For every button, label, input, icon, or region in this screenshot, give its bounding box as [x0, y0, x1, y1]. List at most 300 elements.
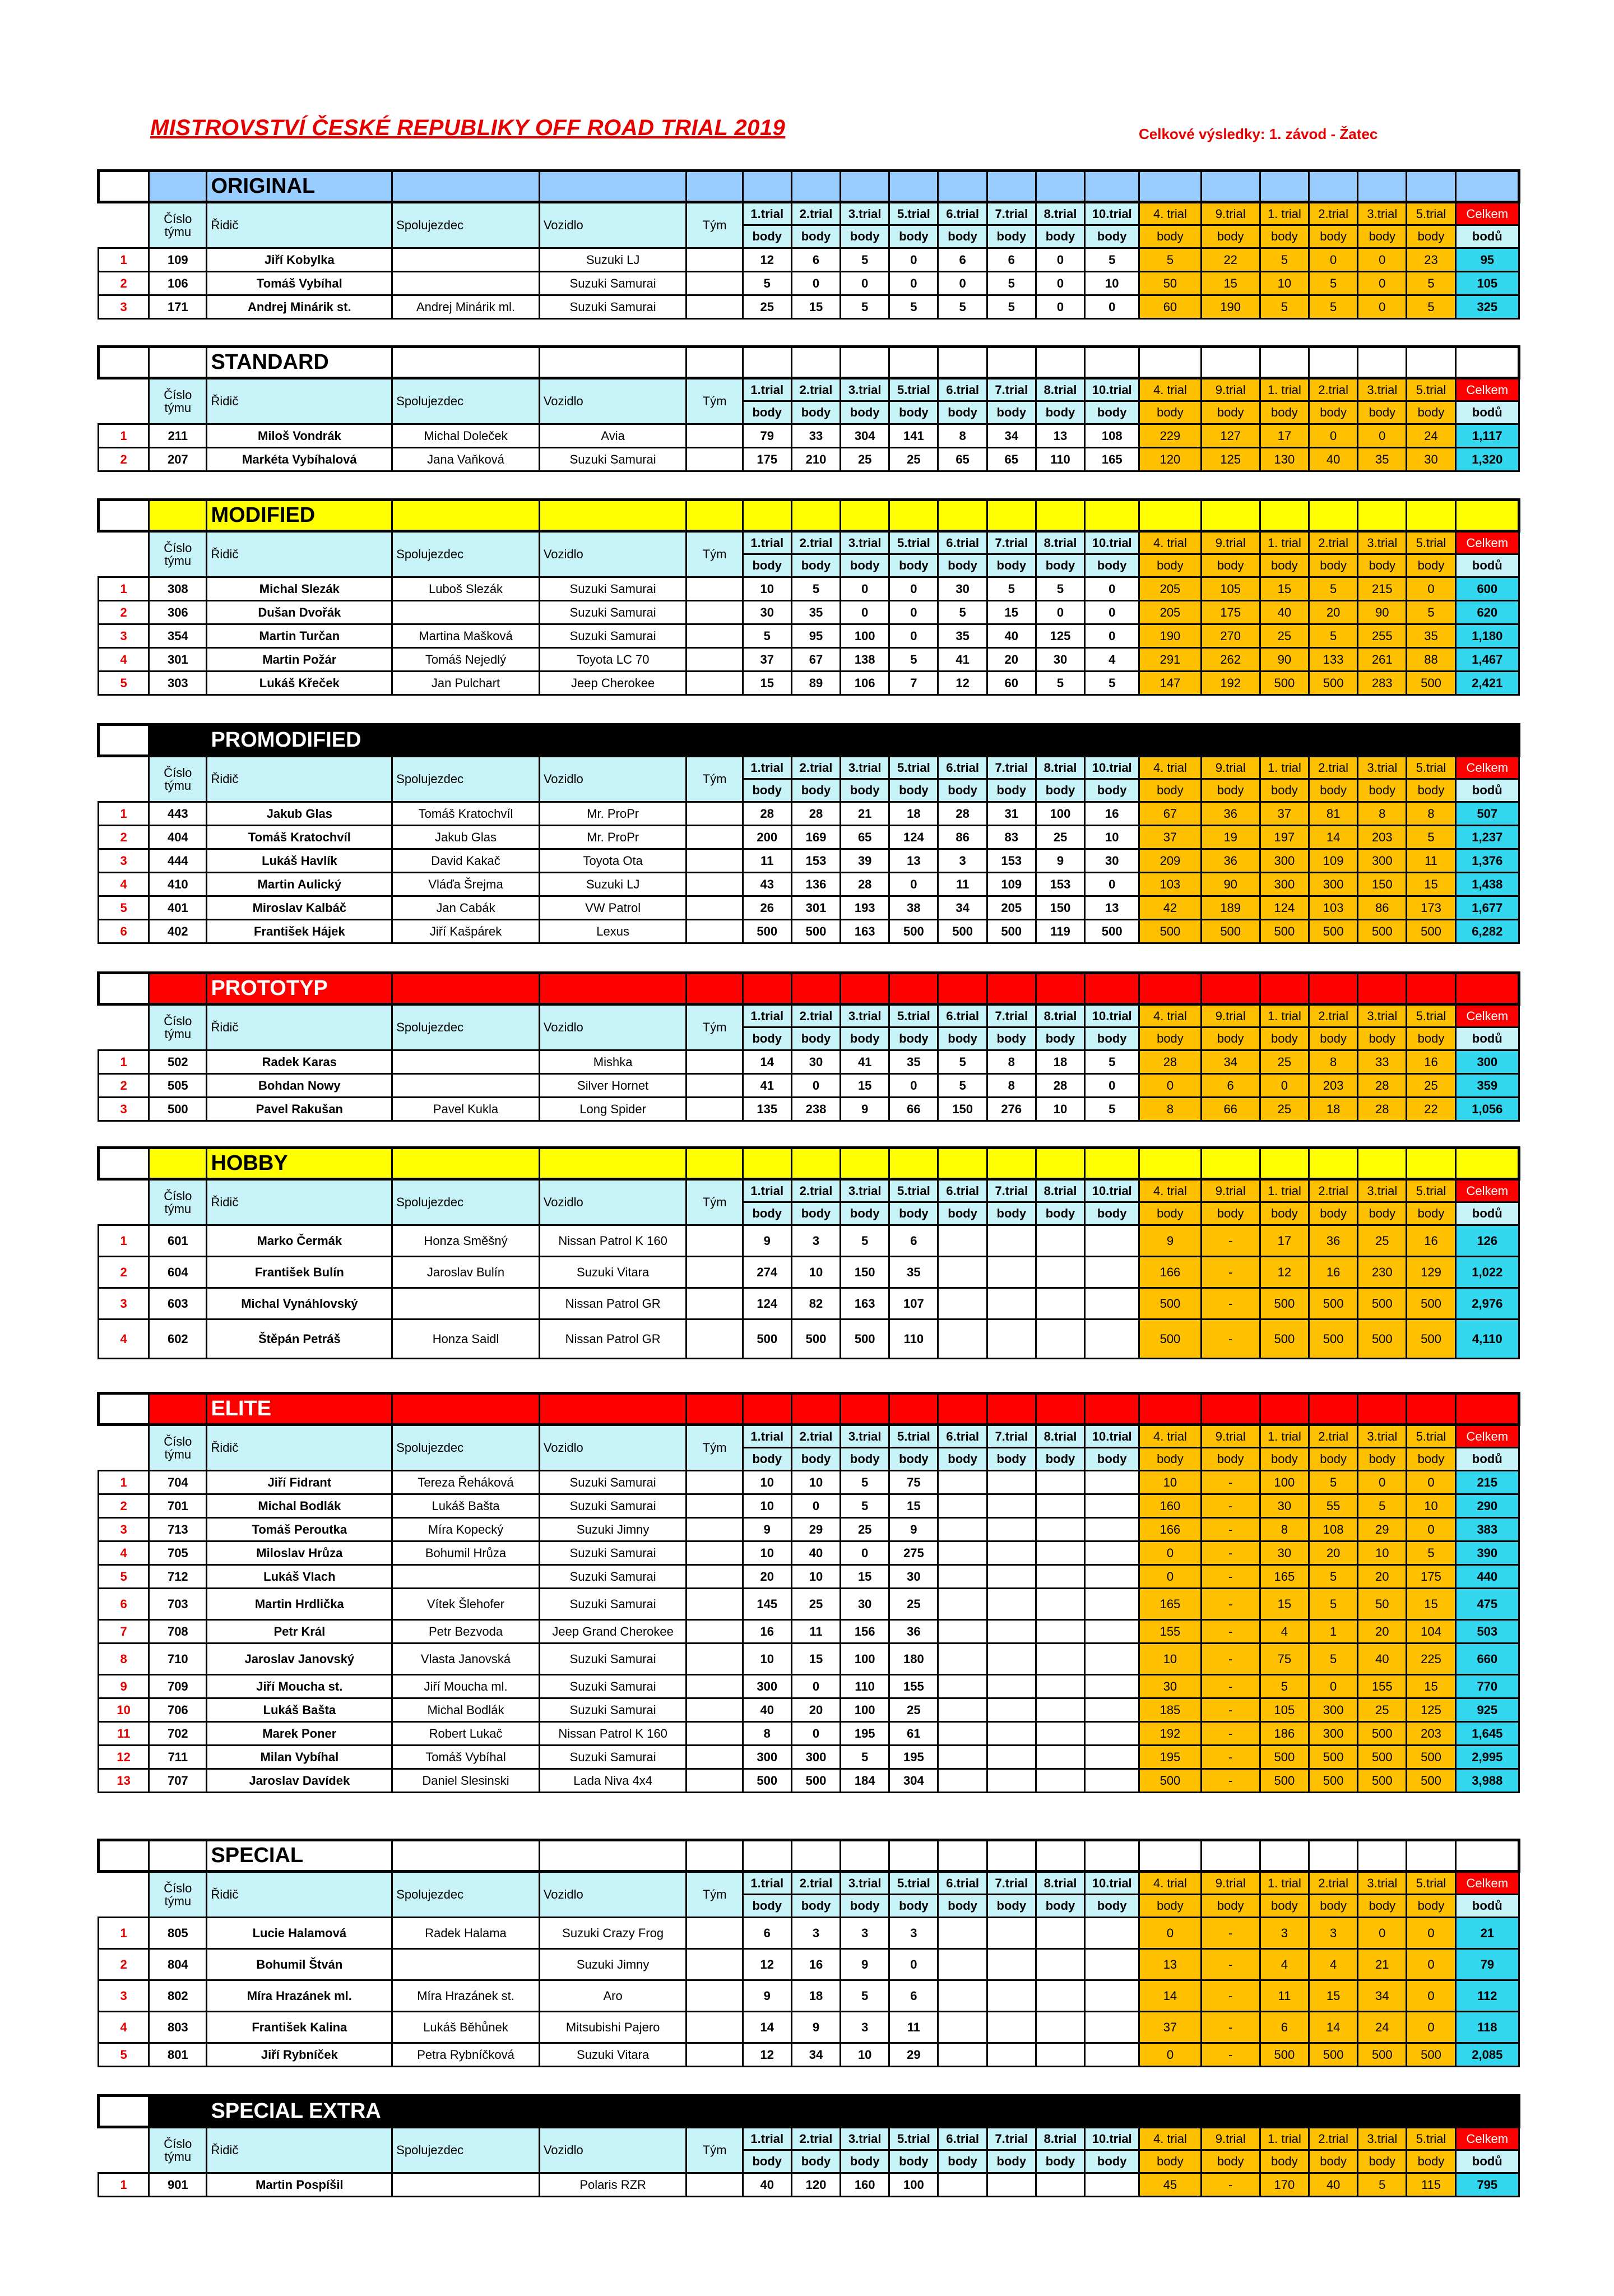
category-color-cell [1309, 2096, 1358, 2127]
trial-score: 0 [1085, 624, 1139, 648]
trial-score: 0 [1407, 577, 1455, 601]
table-row [99, 248, 1519, 272]
category-color-cell [149, 1840, 207, 1872]
header-points: body [889, 1895, 938, 1918]
trial-score: 5 [841, 1980, 889, 2012]
trial-score: 75 [1260, 1644, 1309, 1675]
header-trial: 10.trial [1085, 378, 1139, 401]
header-vehicle: Vozidlo [539, 1425, 687, 1471]
trial-score: 300 [791, 1746, 840, 1769]
team-name [687, 1098, 743, 1121]
category-color-cell [1085, 1394, 1139, 1425]
category-name: HOBBY [207, 1148, 392, 1179]
trial-score [938, 1675, 987, 1698]
vehicle-name: Jeep Grand Cherokee [539, 1620, 687, 1644]
trial-score: 0 [889, 272, 938, 295]
trial-score: 150 [841, 1257, 889, 1288]
table-row [99, 1722, 1519, 1746]
trial-score: 10 [791, 1565, 840, 1589]
trial-score: 160 [841, 2173, 889, 2197]
category-color-cell [539, 973, 687, 1004]
category-color-cell [687, 725, 743, 756]
category-color-cell [1085, 347, 1139, 378]
trial-score: 20 [1358, 1565, 1407, 1589]
driver-name: Jiří Moucha st. [207, 1675, 392, 1698]
header-trial: 7.trial [987, 202, 1036, 225]
trial-score: 108 [1085, 424, 1139, 448]
trial-score: 120 [791, 2173, 840, 2197]
header-points: body [1260, 1895, 1309, 1918]
team-name [687, 2043, 743, 2067]
category-block-modified [97, 498, 1520, 696]
trial-score [1036, 1980, 1084, 2012]
trial-score [938, 1589, 987, 1620]
header-points: body [791, 1895, 840, 1918]
trial-score: 5 [1309, 272, 1358, 295]
trial-score: 115 [1407, 2173, 1455, 2197]
header-points: body [1358, 1027, 1407, 1050]
trial-score: 500 [1407, 1320, 1455, 1359]
header-codriver: Spolujezdec [392, 1872, 540, 1918]
rank: 7 [99, 1620, 149, 1644]
trial-score: 15 [1201, 272, 1260, 295]
header-points: body [1085, 1027, 1139, 1050]
team-number: 801 [149, 2043, 207, 2067]
codriver-name: Honza Saidl [392, 1320, 540, 1359]
trial-score: 175 [1407, 1565, 1455, 1589]
category-color-cell [1455, 171, 1519, 202]
codriver-name: Petra Rybníčková [392, 2043, 540, 2067]
trial-score: 0 [1036, 272, 1084, 295]
trial-score: 55 [1309, 1494, 1358, 1518]
header-trial: 1. trial [1260, 378, 1309, 401]
trial-score: 103 [1139, 873, 1201, 896]
category-color-cell [743, 973, 791, 1004]
header-team: Tým [687, 1004, 743, 1050]
codriver-name: Jakub Glas [392, 826, 540, 849]
vehicle-name: Nissan Patrol K 160 [539, 1225, 687, 1257]
trial-score: 500 [1085, 920, 1139, 943]
trial-score: 5 [987, 295, 1036, 319]
trial-score: - [1201, 1518, 1260, 1542]
trial-score: 186 [1260, 1722, 1309, 1746]
rank: 2 [99, 448, 149, 471]
category-color-cell [1201, 1394, 1260, 1425]
trial-score: 230 [1358, 1257, 1407, 1288]
table-row [99, 2012, 1519, 2043]
header-vehicle: Vozidlo [539, 531, 687, 577]
trial-score [1036, 1320, 1084, 1359]
category-color-cell [1358, 500, 1407, 531]
trial-score: 0 [841, 1542, 889, 1565]
category-color-cell [1085, 973, 1139, 1004]
results-table [97, 498, 1520, 696]
trial-score: 125 [1201, 448, 1260, 471]
category-color-cell [1309, 171, 1358, 202]
trial-score: 500 [1309, 1746, 1358, 1769]
header-trial: 9.trial [1201, 202, 1260, 225]
trial-score: 36 [889, 1620, 938, 1644]
team-number: 444 [149, 849, 207, 873]
codriver-name: Vítek Šlehofer [392, 1589, 540, 1620]
trial-score: 0 [1407, 1980, 1455, 2012]
header-points: body [1358, 401, 1407, 424]
trial-score: 5 [1407, 601, 1455, 624]
trial-score: 155 [1358, 1675, 1407, 1698]
trial-score: 138 [841, 648, 889, 672]
trial-score: 500 [841, 1320, 889, 1359]
trial-score: 3 [791, 1918, 840, 1949]
trial-score: 9 [841, 1098, 889, 1121]
header-trial: 5.trial [1407, 1425, 1455, 1448]
trial-score: 203 [1358, 826, 1407, 849]
trial-score: 189 [1201, 896, 1260, 920]
trial-score: 15 [1407, 873, 1455, 896]
table-row [99, 1518, 1519, 1542]
header-points: body [889, 1027, 938, 1050]
trial-score: 180 [889, 1644, 938, 1675]
header-trial: 5.trial [889, 1179, 938, 1202]
category-color-cell [1085, 1148, 1139, 1179]
header-trial: 6.trial [938, 1004, 987, 1027]
trial-score [987, 1746, 1036, 1769]
team-number: 500 [149, 1098, 207, 1121]
team-number: 805 [149, 1918, 207, 1949]
team-name [687, 920, 743, 943]
trial-score: - [1201, 1471, 1260, 1494]
trial-score: 30 [1407, 448, 1455, 471]
category-color-cell [539, 725, 687, 756]
header-points: body [1260, 1202, 1309, 1225]
header-trial: 4. trial [1139, 756, 1201, 779]
header-points: body [1407, 225, 1455, 248]
table-row [99, 1675, 1519, 1698]
trial-score: 20 [1309, 1542, 1358, 1565]
header-points: body [938, 225, 987, 248]
trial-score: 500 [1139, 1320, 1201, 1359]
trial-score: 36 [1309, 1225, 1358, 1257]
trial-score: 0 [1036, 248, 1084, 272]
header-trial: 3.trial [1358, 2127, 1407, 2150]
vehicle-name: Avia [539, 424, 687, 448]
header-points: body [1260, 401, 1309, 424]
trial-score: 15 [743, 672, 791, 695]
team-number: 354 [149, 624, 207, 648]
trial-score: 500 [791, 920, 840, 943]
team-number: 404 [149, 826, 207, 849]
header-points: body [1036, 2150, 1084, 2173]
trial-score: 193 [841, 896, 889, 920]
team-number: 712 [149, 1565, 207, 1589]
trial-score: 10 [743, 1494, 791, 1518]
trial-score: 210 [791, 448, 840, 471]
trial-score: 110 [841, 1675, 889, 1698]
driver-name: Martin Aulický [207, 873, 392, 896]
header-points: body [1201, 401, 1260, 424]
trial-score: 25 [1260, 1098, 1309, 1121]
category-name: PROMODIFIED [207, 725, 392, 756]
category-color-cell [1358, 347, 1407, 378]
trial-score: 28 [791, 802, 840, 826]
trial-score: 261 [1358, 648, 1407, 672]
codriver-name: Luboš Slezák [392, 577, 540, 601]
trial-score: 5 [841, 248, 889, 272]
header-points: body [1085, 1448, 1139, 1471]
header-points: body [1139, 401, 1201, 424]
header-trial: 2.trial [1309, 1004, 1358, 1027]
rank: 2 [99, 1494, 149, 1518]
trial-score: 500 [1260, 1288, 1309, 1320]
header-trial: 1.trial [743, 1004, 791, 1027]
trial-score [987, 2173, 1036, 2197]
trial-score: 0 [1407, 2012, 1455, 2043]
category-color-cell [938, 500, 987, 531]
category-block-hobby [97, 1146, 1520, 1359]
trial-score: 0 [1085, 873, 1139, 896]
header-points: body [1260, 554, 1309, 577]
trial-score: 500 [1358, 1769, 1407, 1793]
trial-score: 500 [1407, 920, 1455, 943]
driver-name: František Hájek [207, 920, 392, 943]
total-points: 507 [1455, 802, 1519, 826]
driver-name: Lukáš Bašta [207, 1698, 392, 1722]
trial-score: 215 [1358, 577, 1407, 601]
category-color-cell [1201, 347, 1260, 378]
trial-score: 50 [1358, 1589, 1407, 1620]
trial-score: 0 [1407, 1518, 1455, 1542]
table-row [99, 849, 1519, 873]
header-points: body [889, 401, 938, 424]
header-trial: 9.trial [1201, 1004, 1260, 1027]
trial-score: 0 [1309, 248, 1358, 272]
header-points: body [1036, 554, 1084, 577]
trial-score: 34 [791, 2043, 840, 2067]
header-trial: 3.trial [1358, 1872, 1407, 1895]
rank: 2 [99, 272, 149, 295]
driver-name: Tomáš Peroutka [207, 1518, 392, 1542]
trial-score: - [1201, 1980, 1260, 2012]
trial-score [1036, 1644, 1084, 1675]
category-color-cell [1455, 2096, 1519, 2127]
category-color-cell [743, 1394, 791, 1425]
trial-score: 170 [1260, 2173, 1309, 2197]
trial-score: 0 [1358, 424, 1407, 448]
team-number: 802 [149, 1980, 207, 2012]
trial-score: 141 [889, 424, 938, 448]
trial-score: 28 [841, 873, 889, 896]
header-trial: 5.trial [889, 202, 938, 225]
header-trial: 7.trial [987, 1004, 1036, 1027]
category-color-cell [687, 171, 743, 202]
category-color-cell [1260, 347, 1309, 378]
trial-score: 100 [841, 624, 889, 648]
header-points: body [1309, 225, 1358, 248]
header-trial: 9.trial [1201, 1425, 1260, 1448]
header-points: body [841, 401, 889, 424]
team-number: 704 [149, 1471, 207, 1494]
trial-score: 5 [1407, 1542, 1455, 1565]
category-color-cell [687, 2096, 743, 2127]
trial-score: 0 [1139, 2043, 1201, 2067]
trial-score: 30 [1139, 1675, 1201, 1698]
total-points: 1,237 [1455, 826, 1519, 849]
total-points: 1,645 [1455, 1722, 1519, 1746]
trial-score [938, 2043, 987, 2067]
header-team-no: Číslo týmu [149, 378, 207, 424]
header-trial: 6.trial [938, 378, 987, 401]
trial-score: 40 [791, 1542, 840, 1565]
total-points: 118 [1455, 2012, 1519, 2043]
total-points: 300 [1455, 1050, 1519, 1074]
header-points: body [1201, 779, 1260, 802]
table-row [99, 272, 1519, 295]
category-color-cell [1260, 973, 1309, 1004]
trial-score: 30 [743, 601, 791, 624]
header-trial: 5.trial [889, 1872, 938, 1895]
category-color-cell [743, 725, 791, 756]
trial-score: 81 [1309, 802, 1358, 826]
trial-score: 28 [938, 802, 987, 826]
rank: 1 [99, 2173, 149, 2197]
category-color-cell [1139, 171, 1201, 202]
category-color-cell [987, 1148, 1036, 1179]
team-name [687, 1288, 743, 1320]
header-trial: 7.trial [987, 1872, 1036, 1895]
category-color-cell [687, 347, 743, 378]
header-trial: 8.trial [1036, 1425, 1084, 1448]
header-points: body [1309, 1027, 1358, 1050]
header-trial: 1.trial [743, 1179, 791, 1202]
rank: 4 [99, 1542, 149, 1565]
total-points: 795 [1455, 2173, 1519, 2197]
trial-score: 124 [743, 1288, 791, 1320]
trial-score: 163 [841, 1288, 889, 1320]
trial-score: 500 [1260, 920, 1309, 943]
trial-score [1085, 1644, 1139, 1675]
trial-score: 79 [743, 424, 791, 448]
total-points: 1,117 [1455, 424, 1519, 448]
header-trial: 9.trial [1201, 2127, 1260, 2150]
trial-score: 15 [791, 295, 840, 319]
trial-score: 12 [743, 1949, 791, 1980]
table-row [99, 601, 1519, 624]
total-points: 1,022 [1455, 1257, 1519, 1288]
total-points: 2,976 [1455, 1288, 1519, 1320]
trial-score: 0 [1085, 1074, 1139, 1098]
header-trial: 2.trial [791, 1004, 840, 1027]
category-color-cell [791, 1148, 840, 1179]
rank: 3 [99, 849, 149, 873]
header-points: body [1407, 2150, 1455, 2173]
team-number: 701 [149, 1494, 207, 1518]
driver-name: Jiří Kobylka [207, 248, 392, 272]
trial-score: 105 [1201, 577, 1260, 601]
header-blank [99, 378, 149, 401]
team-number: 207 [149, 448, 207, 471]
header-trial: 8.trial [1036, 1004, 1084, 1027]
header-points: body [791, 554, 840, 577]
trial-score: 0 [1309, 1675, 1358, 1698]
table-row [99, 1471, 1519, 1494]
trial-score: 3 [841, 1918, 889, 1949]
header-team-no: Číslo týmu [149, 1872, 207, 1918]
trial-score: 43 [743, 873, 791, 896]
trial-score: 18 [791, 1980, 840, 2012]
trial-score: 40 [987, 624, 1036, 648]
header-team-no: Číslo týmu [149, 202, 207, 248]
header-blank [99, 1179, 149, 1202]
trial-score: 500 [1407, 1288, 1455, 1320]
trial-score: 28 [743, 802, 791, 826]
trial-score: - [1201, 1769, 1260, 1793]
trial-score [1036, 1918, 1084, 1949]
trial-score [1085, 1980, 1139, 2012]
trial-score: 89 [791, 672, 840, 695]
header-trial: 3.trial [841, 2127, 889, 2150]
header-trial: 9.trial [1201, 531, 1260, 554]
category-color-cell [392, 973, 540, 1004]
trial-score: 5 [938, 1074, 987, 1098]
category-color-cell [1407, 500, 1455, 531]
header-driver: Řidič [207, 1004, 392, 1050]
trial-score: 12 [743, 2043, 791, 2067]
header-points: body [1407, 1448, 1455, 1471]
trial-score: 20 [987, 648, 1036, 672]
category-name: STANDARD [207, 347, 392, 378]
trial-score: 500 [1309, 920, 1358, 943]
total-points: 925 [1455, 1698, 1519, 1722]
category-color-cell [149, 725, 207, 756]
header-points: body [1139, 1027, 1201, 1050]
trial-score: 5 [1085, 1098, 1139, 1121]
header-total-points: bodů [1455, 554, 1519, 577]
vehicle-name: Suzuki Samurai [539, 1675, 687, 1698]
rank: 3 [99, 1518, 149, 1542]
header-trial: 4. trial [1139, 531, 1201, 554]
trial-score [987, 1722, 1036, 1746]
category-color-cell [1085, 2096, 1139, 2127]
trial-score: 36 [1201, 849, 1260, 873]
trial-score: 192 [1139, 1722, 1201, 1746]
header-points: body [987, 1448, 1036, 1471]
header-trial: 2.trial [1309, 378, 1358, 401]
header-trial: 1. trial [1260, 1004, 1309, 1027]
category-rank-spacer [99, 2096, 149, 2127]
driver-name: Marko Čermák [207, 1225, 392, 1257]
trial-score: 500 [889, 920, 938, 943]
rank: 3 [99, 1288, 149, 1320]
trial-score: 130 [1260, 448, 1309, 471]
header-points: body [938, 554, 987, 577]
header-trial: 3.trial [1358, 1004, 1407, 1027]
header-points: body [743, 225, 791, 248]
category-color-cell [987, 2096, 1036, 2127]
codriver-name: Tomáš Kratochvíl [392, 802, 540, 826]
results-table [97, 2094, 1520, 2197]
trial-score: 28 [1358, 1074, 1407, 1098]
header-points: body [1085, 225, 1139, 248]
rank: 1 [99, 424, 149, 448]
trial-score [1085, 1518, 1139, 1542]
trial-score [1036, 2173, 1084, 2197]
trial-score [1036, 1949, 1084, 1980]
trial-score: 120 [1139, 448, 1201, 471]
trial-score: 25 [1358, 1698, 1407, 1722]
total-points: 2,085 [1455, 2043, 1519, 2067]
codriver-name: Radek Halama [392, 1918, 540, 1949]
driver-name: Lukáš Křeček [207, 672, 392, 695]
header-trial: 2.trial [1309, 531, 1358, 554]
